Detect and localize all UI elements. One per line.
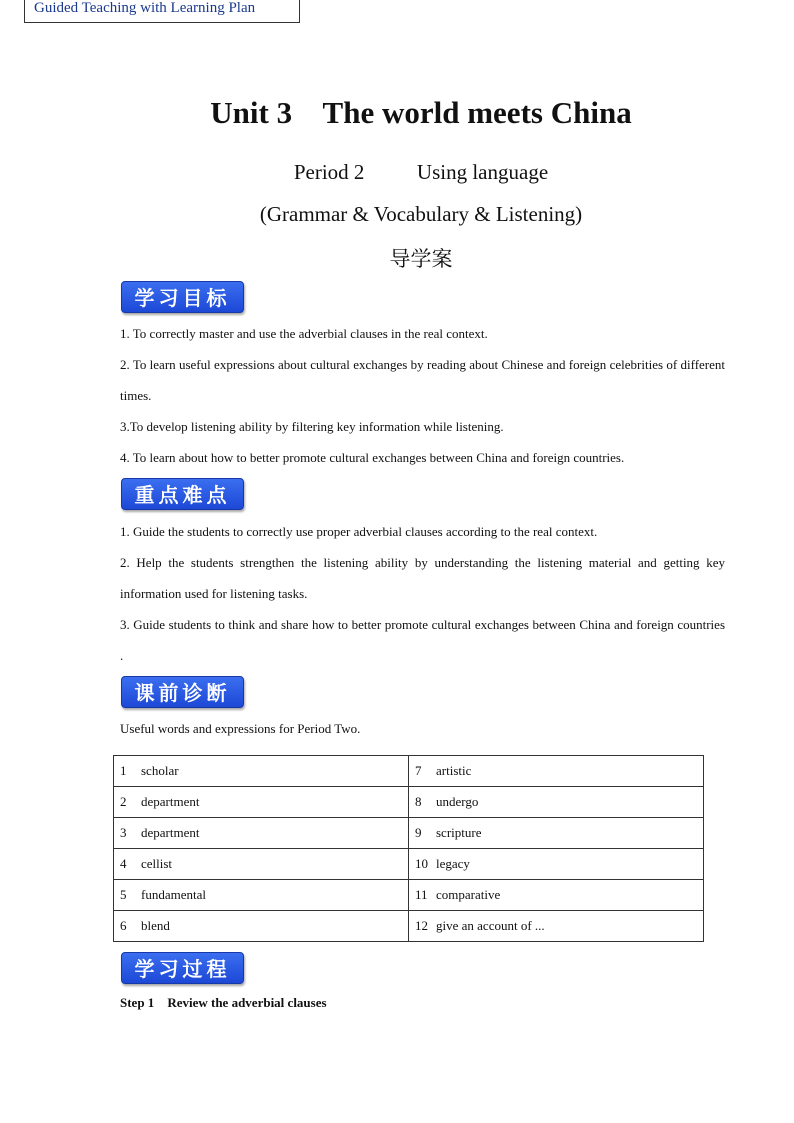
step-title: Review the adverbial clauses — [167, 995, 327, 1010]
vocab-number: 12 — [415, 918, 428, 933]
vocab-word: fundamental — [141, 887, 206, 902]
step-heading — [120, 995, 327, 1011]
vocab-table — [113, 755, 704, 942]
key-point-item: 3. Guide students to think and share how to better promote cultural exchanges between China and foreign countries . — [120, 617, 725, 663]
vocab-word: scholar — [141, 763, 179, 778]
vocab-cell — [409, 756, 704, 787]
key-points-badge: 重点难点 — [121, 478, 244, 510]
key-points-list — [120, 516, 725, 671]
vocab-cell — [409, 880, 704, 911]
vocab-word: legacy — [436, 856, 470, 871]
objectives-badge: 学习目标 — [121, 281, 244, 313]
preview-intro-text: Useful words and expressions for Period Two. — [120, 721, 361, 736]
vocab-word: undergo — [436, 794, 479, 809]
vocab-cell — [409, 818, 704, 849]
doc-type: 导学案 — [389, 247, 453, 271]
preview-intro — [120, 713, 725, 744]
period-line: Period 2 Using language — [293, 160, 549, 184]
vocab-cell — [114, 911, 409, 942]
process-badge: 学习过程 — [121, 952, 244, 984]
vocab-number: 4 — [120, 856, 127, 871]
objective-item: 2. To learn useful expressions about cultural exchanges by reading about Chinese and foreign celebrities of different times. — [120, 357, 725, 403]
vocab-number: 3 — [120, 825, 127, 840]
step-label: Step 1 — [120, 995, 155, 1010]
topic-line: (Grammar & Vocabulary & Listening) — [259, 202, 583, 226]
vocab-word: artistic — [436, 763, 472, 778]
vocab-cell — [409, 911, 704, 942]
vocab-cell — [114, 756, 409, 787]
vocab-word: department — [141, 794, 200, 809]
table-row — [114, 756, 704, 787]
vocab-word: blend — [141, 918, 170, 933]
vocab-cell — [409, 787, 704, 818]
vocab-word: department — [141, 825, 200, 840]
table-row — [114, 787, 704, 818]
table-row — [114, 880, 704, 911]
vocab-cell — [409, 849, 704, 880]
vocab-number: 5 — [120, 887, 127, 902]
vocab-number: 1 — [120, 763, 127, 778]
table-row — [114, 849, 704, 880]
vocab-number: 6 — [120, 918, 127, 933]
objective-item: 4. To learn about how to better promote cultural exchanges between China and foreign countries. — [120, 450, 625, 465]
vocab-cell — [114, 880, 409, 911]
vocab-number: 2 — [120, 794, 127, 809]
table-row — [114, 911, 704, 942]
vocab-number: 8 — [415, 794, 422, 809]
objective-item: 1. To correctly master and use the adverbial clauses in the real context. — [120, 326, 488, 341]
key-point-item: 1. Guide the students to correctly use proper adverbial clauses according to the real context. — [120, 524, 598, 539]
vocab-number: 7 — [415, 763, 422, 778]
preview-badge: 课前诊断 — [121, 676, 244, 708]
key-point-item: 2. Help the students strengthen the listening ability by understanding the listening material and getting key information used for listening tasks. — [120, 555, 725, 601]
vocab-word: give an account of ... — [436, 918, 545, 933]
table-row — [114, 818, 704, 849]
vocab-cell — [114, 818, 409, 849]
objective-item: 3.To develop listening ability by filtering key information while listening. — [120, 419, 504, 434]
objectives-list — [120, 318, 725, 473]
vocab-word: comparative — [436, 887, 501, 902]
vocab-number: 10 — [415, 856, 428, 871]
header-tag: Guided Teaching with Learning Plan — [24, 0, 300, 23]
page-title: Unit 3 The world meets China — [210, 95, 632, 130]
vocab-cell — [114, 849, 409, 880]
vocab-cell — [114, 787, 409, 818]
vocab-number: 9 — [415, 825, 422, 840]
vocab-word: cellist — [141, 856, 173, 871]
vocab-number: 11 — [415, 887, 428, 902]
vocab-word: scripture — [436, 825, 482, 840]
